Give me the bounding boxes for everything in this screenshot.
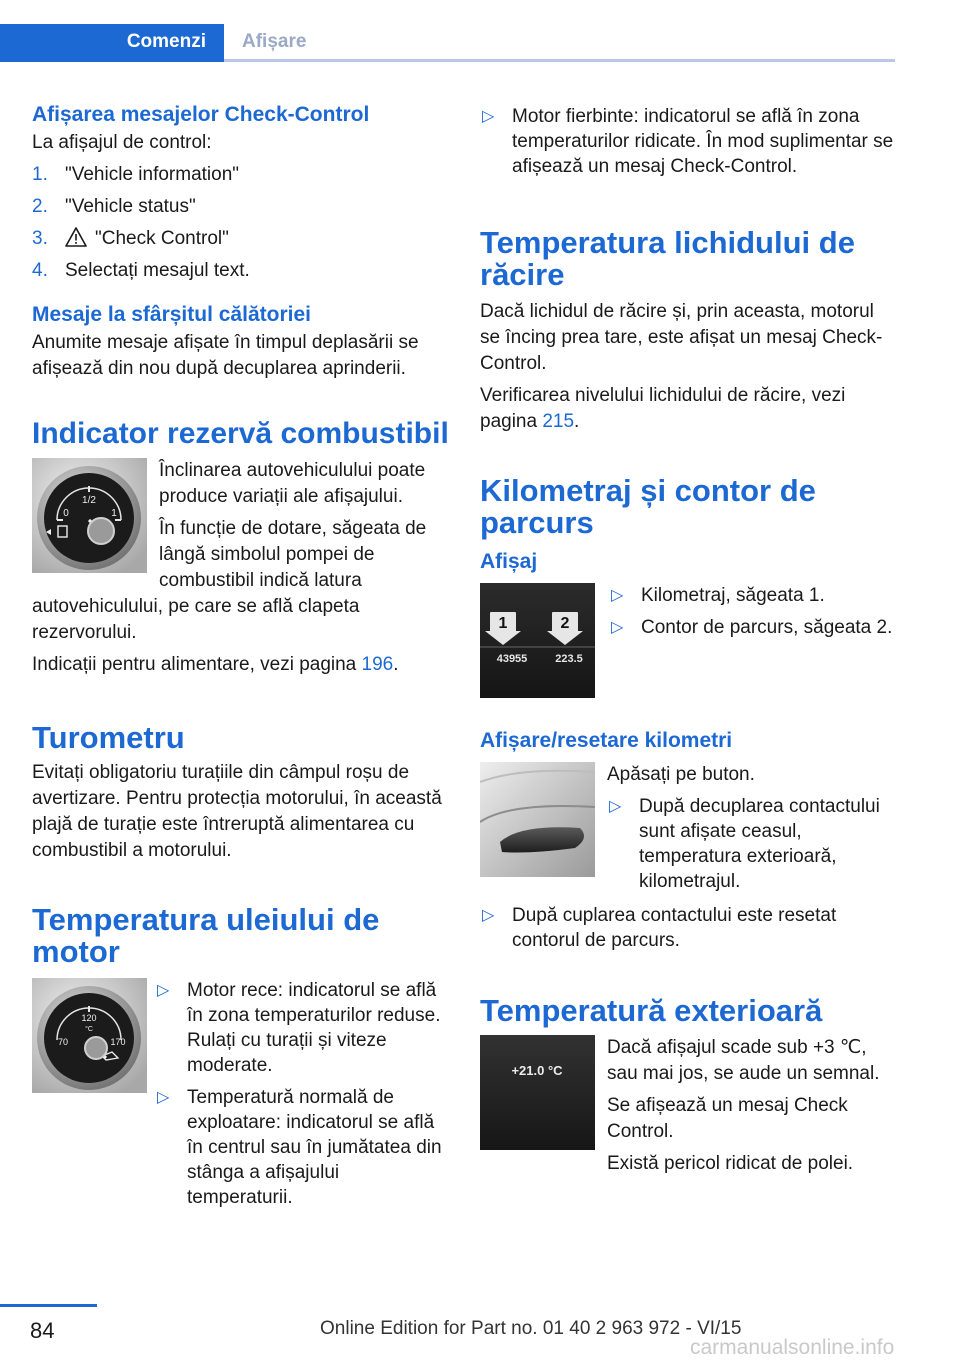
odometer-heading: Kilometraj și contor de parcurs <box>480 473 816 540</box>
tachometer-text: Evitați obligatoriu turațiile din câmpul roșu de avertizare. Pentru protecția motorului, în această plajă de turație este întreruptă alimentarea cu combustibil a motorului. <box>32 762 442 861</box>
oil-hub <box>85 1037 107 1059</box>
display-list <box>609 583 895 647</box>
odometer-value: 43955 <box>496 653 528 665</box>
coolant-ref-text: Verificarea nivelului lichidului de răcire, vezi pagina <box>480 385 846 432</box>
list-item <box>155 1085 446 1210</box>
coolant-ref-end: . <box>574 411 580 432</box>
step-text: "Vehicle status" <box>65 196 196 217</box>
odometer-display-image <box>480 583 595 698</box>
reset-list-1 <box>607 794 895 901</box>
reset-bullet-1: După decuplarea contactului sunt afișate ceasul, temperatura exterioară, kilometrajul. <box>639 796 880 892</box>
reset-button-image <box>480 762 595 877</box>
right-column <box>480 104 895 1177</box>
coolant-text-2 <box>480 383 895 435</box>
fuel-zero-label: 0 <box>63 508 69 519</box>
outside-temp-section <box>480 1035 895 1177</box>
oil-mid-label: 120 <box>81 1013 97 1023</box>
oil-high-label: 170 <box>110 1037 126 1047</box>
oil-bullet-3: Motor fierbinte: indicatorul se află în zona temperaturilor ridicate. În mod suplimentar se afișează un mesaj Check-Control. <box>512 106 894 177</box>
oil-gauge-image <box>32 978 147 1093</box>
outside-temp-text-3: Există pericol ridicat de polei. <box>607 1153 854 1174</box>
triangle-bullet-icon: ▷ <box>482 108 495 125</box>
step-text: "Vehicle information" <box>65 164 240 185</box>
footer-rule <box>0 1304 97 1307</box>
display-heading: Afișaj <box>480 550 538 573</box>
fuel-gauge-image <box>32 458 147 573</box>
list-item <box>607 794 895 894</box>
step-text: "Check Control" <box>95 228 229 249</box>
reset-list-2 <box>480 903 895 953</box>
reset-intro: Apăsați pe buton. <box>607 764 755 785</box>
step-item <box>32 162 446 188</box>
step-number: 1. <box>32 164 48 185</box>
trip-end-heading: Mesaje la sfârșitul călătoriei <box>32 303 311 326</box>
triangle-bullet-icon: ▷ <box>157 1089 170 1106</box>
fuel-text-1: Înclinarea autovehiculului poate produce variații ale afișajului. <box>159 460 426 507</box>
outside-temp-heading: Temperatură exterioară <box>480 993 823 1028</box>
trip-end-text: Anumite mesaje afișate în timpul deplasării se afișează din nou după decuplarea aprinderii. <box>32 332 419 379</box>
left-column <box>32 100 449 1217</box>
step-text: Selectați mesajul text. <box>65 260 250 281</box>
reset-heading: Afișare/resetare kilometri <box>480 729 733 752</box>
outside-temp-text-2: Se afișează un mesaj Check Control. <box>607 1095 848 1142</box>
trip-value: 223.5 <box>555 653 583 665</box>
tab-comenzi-label: Comenzi <box>126 31 206 52</box>
fuel-page-link[interactable]: 196 <box>361 654 394 675</box>
reset-section <box>480 762 895 901</box>
step-number: 4. <box>32 260 48 281</box>
fuel-text-2: În funcție de dotare, săgeata de lângă simbolul pompei de combustibil indică latura autovehiculului, pe care se află clapeta rezervorului. <box>32 518 427 643</box>
fuel-full-label: 1 <box>111 508 117 519</box>
oil-temp-list-continued <box>480 104 895 179</box>
fuel-hub <box>88 518 114 544</box>
fuel-gauge-heading: Indicator rezervă combustibil <box>32 417 449 450</box>
arrow-2-label: 2 <box>560 615 570 632</box>
triangle-bullet-icon: ▷ <box>157 982 170 999</box>
step-item <box>32 226 446 252</box>
list-item <box>480 903 895 953</box>
tab-afisare-label: Afișare <box>242 31 307 52</box>
watermark: carmanualsonline.info <box>690 1336 895 1359</box>
step-number: 3. <box>32 228 48 249</box>
step-item <box>32 258 446 284</box>
coolant-text-1: Dacă lichidul de răcire și, prin aceasta, motorul se încing prea tare, este afișat un mesaj Check-Control. <box>480 301 883 374</box>
header-tabs <box>0 24 895 62</box>
oil-section <box>32 978 446 1217</box>
oil-temp-list <box>155 978 446 1217</box>
oil-unit-label: °C <box>85 1026 93 1033</box>
tab-underline <box>224 59 895 62</box>
tab-comenzi[interactable] <box>0 24 224 62</box>
oil-bullet-2: Temperatură normală de exploatare: indicatorul se află în centrul sau în jumătatea din stânga a afișajului temperaturii. <box>187 1087 442 1208</box>
coolant-page-link[interactable]: 215 <box>542 411 575 432</box>
triangle-bullet-icon: ▷ <box>611 619 624 636</box>
triangle-bullet-icon: ▷ <box>609 798 622 815</box>
oil-low-label: 70 <box>57 1037 69 1047</box>
step-number: 2. <box>32 196 48 217</box>
check-control-steps <box>32 162 446 284</box>
reset-bullet-2: După cuplarea contactului este resetat contorul de parcurs. <box>512 905 837 951</box>
coolant-heading: Temperatura lichidului de răcire <box>480 225 855 292</box>
outside-temp-display-image <box>480 1035 595 1150</box>
fuel-text-3 <box>32 652 446 678</box>
display-bullet-1: Kilometraj, săgeata 1. <box>641 585 825 606</box>
oil-bullet-1: Motor rece: indicatorul se află în zona temperaturilor reduse. Rulați cu turații și viteze moderate. <box>187 980 441 1076</box>
fuel-ref-end: . <box>393 654 399 675</box>
outside-temp-value: +21.0 °C <box>511 1063 563 1078</box>
page-number: 84 <box>30 1318 55 1343</box>
triangle-bullet-icon: ▷ <box>482 907 495 924</box>
warning-triangle-icon <box>65 227 87 247</box>
edition-text: Online Edition for Part no. 01 40 2 963 972 - VI/15 <box>320 1318 742 1339</box>
triangle-bullet-icon: ▷ <box>611 587 624 604</box>
list-item <box>480 104 895 179</box>
fuel-ref-text: Indicații pentru alimentare, vezi pagina <box>32 654 362 675</box>
display-section <box>480 583 895 704</box>
check-control-heading: Afișarea mesajelor Check-Control <box>32 103 370 126</box>
check-control-intro: La afișajul de control: <box>32 132 212 153</box>
list-item <box>609 615 895 640</box>
oil-temp-heading: Temperatura uleiului de motor <box>32 902 380 969</box>
fuel-section <box>32 458 446 678</box>
list-item <box>155 978 446 1078</box>
fuel-half-label: 1/2 <box>82 495 96 506</box>
display-bullet-2: Contor de parcurs, săgeata 2. <box>641 617 893 638</box>
arrow-1-label: 1 <box>498 615 508 632</box>
step-item <box>32 194 446 220</box>
tachometer-heading: Turometru <box>32 720 185 755</box>
list-item <box>609 583 895 608</box>
outside-temp-text-1: Dacă afișajul scade sub +3 ℃, sau mai jos, se aude un semnal. <box>607 1037 880 1084</box>
